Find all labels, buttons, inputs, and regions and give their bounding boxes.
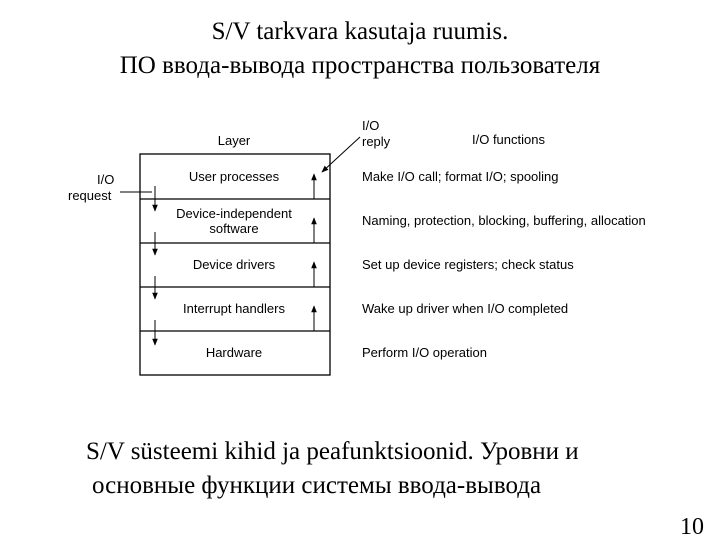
header-reply-line2: reply	[362, 134, 391, 149]
layer-name-device-independent: Device-independent	[176, 206, 292, 221]
layer-name-interrupt-handlers: Interrupt handlers	[183, 301, 285, 316]
layer-function-hardware: Perform I/O operation	[362, 345, 487, 360]
header-reply-line1: I/O	[362, 118, 380, 133]
slide-title-line2: ПО ввода-вывода пространства пользователя	[119, 52, 601, 79]
caption-line2: основные функции системы ввода-вывода	[92, 472, 542, 499]
layer-function-user-processes: Make I/O call; format I/O; spooling	[362, 169, 559, 184]
caption-line1: S/V süsteemi kihid ja peafunktsioonid. Уровни и	[86, 438, 579, 465]
layer-name-device-drivers: Device drivers	[192, 257, 276, 272]
slide-title-line1: S/V tarkvara kasutaja ruumis.	[211, 18, 509, 45]
layer-function-device-independent: Naming, protection, blocking, buffering, allocation	[362, 213, 646, 228]
layer-name-device-independent-line2: software	[209, 221, 259, 236]
page-number: 10	[680, 514, 704, 540]
header-functions: I/O functions	[472, 132, 545, 147]
layer-name-hardware: Hardware	[205, 345, 263, 360]
layer-name-user-processes: User processes	[188, 169, 280, 184]
layer-function-interrupt-handlers: Wake up driver when I/O completed	[362, 301, 569, 316]
header-layer: Layer	[217, 133, 251, 148]
request-label-line1: I/O	[97, 172, 115, 187]
layer-function-device-drivers: Set up device registers; check status	[362, 257, 574, 272]
request-label-line2: request	[68, 188, 112, 203]
